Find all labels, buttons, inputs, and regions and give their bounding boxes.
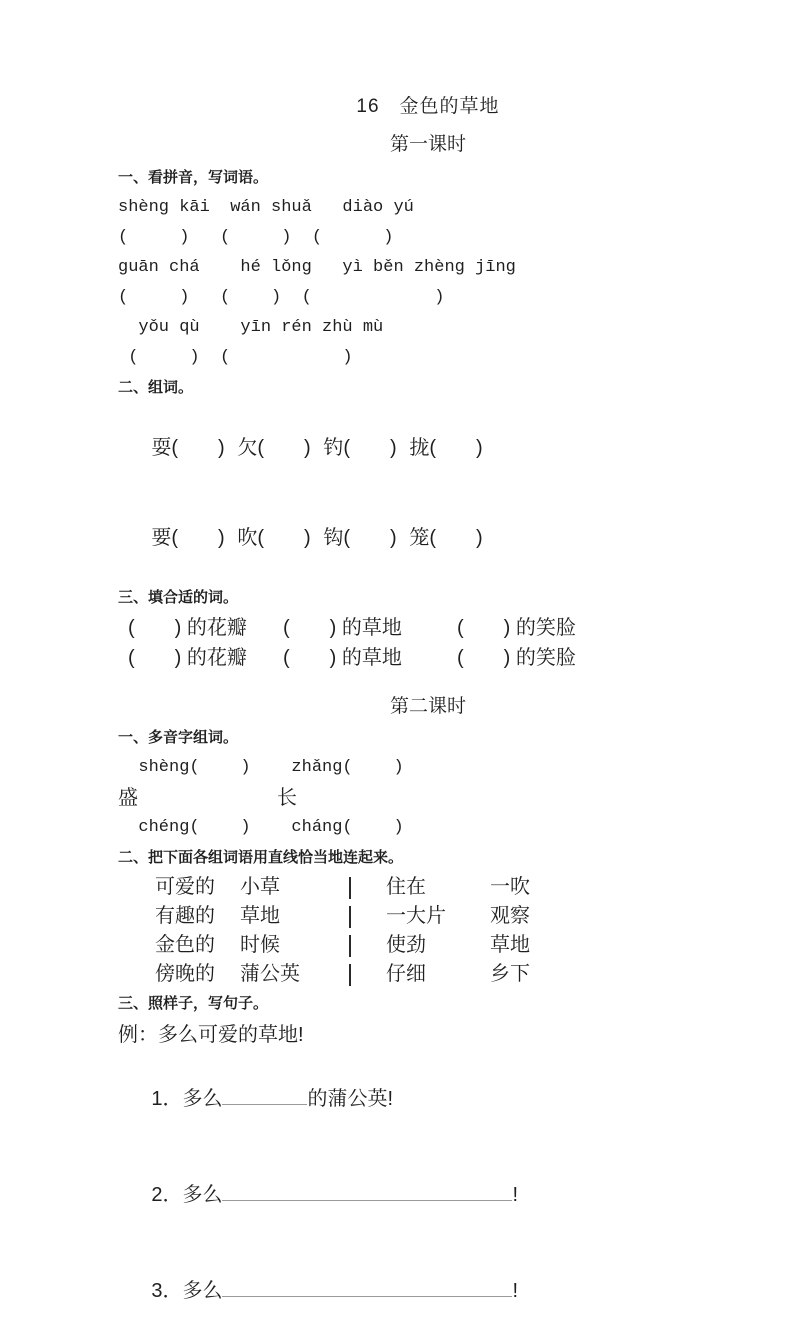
divider-line-icon: [349, 964, 351, 986]
pinyin-blank-row: ( ) ( ): [118, 348, 353, 367]
divider-line-icon: [349, 877, 351, 899]
sentence-suffix: 的蒲公英!: [307, 1088, 394, 1110]
answer-blank-line: [222, 1083, 307, 1105]
polyphone-char: 盛: [118, 787, 138, 809]
sentence-example: 例：多么可爱的草地!: [118, 1024, 304, 1046]
connect-word: 时候: [240, 934, 280, 956]
connect-word: 有趣的: [155, 905, 215, 927]
sentence-prefix: 3．多么: [151, 1280, 223, 1302]
word-blank: 钓( ): [323, 437, 397, 459]
polyphone-bottom-row: chéng( ) cháng( ): [118, 818, 404, 837]
polyphone-char: 长: [277, 787, 297, 809]
divider-line-icon: [349, 935, 351, 957]
word-blank: 耍( ): [151, 437, 225, 459]
fill-word-blank: ( ) 的花瓣: [128, 647, 247, 669]
connect-word: 蒲公英: [240, 963, 300, 985]
word-blank: 要( ): [151, 527, 225, 549]
connect-word: 观察: [490, 905, 530, 927]
word-blank: 欠( ): [237, 437, 311, 459]
answer-blank-line: [222, 1179, 512, 1201]
fill-word-blank: ( ) 的草地: [283, 617, 402, 639]
connect-row: [118, 873, 738, 902]
word-blank: 钩( ): [323, 527, 397, 549]
fill-word-blank: ( ) 的草地: [283, 647, 402, 669]
connector-divider: [349, 931, 386, 960]
word-blank: 吹( ): [237, 527, 311, 549]
sentence-suffix: !: [512, 1184, 519, 1206]
connect-word: 使劲: [386, 934, 426, 956]
sentence-item: [118, 1243, 738, 1339]
connect-row: [118, 960, 738, 989]
word-building-row: [118, 403, 738, 493]
pinyin-section-heading: 一、看拼音，写词语。: [118, 169, 269, 186]
fill-word-blank: ( ) 的笑脸: [457, 617, 576, 639]
connect-word: 乡下: [490, 963, 530, 985]
connect-word: 金色的: [155, 934, 215, 956]
fill-word-blank: ( ) 的笑脸: [457, 647, 576, 669]
connect-word: 傍晚的: [155, 963, 215, 985]
connect-word: 仔细: [386, 963, 426, 985]
connect-word: 一吹: [490, 876, 530, 898]
sentence-suffix: !: [512, 1280, 519, 1302]
connect-word: 住在: [386, 876, 426, 898]
word-blank: 拢( ): [409, 437, 483, 459]
lesson2-heading: 第二课时: [389, 696, 466, 717]
fill-word-section: [118, 583, 738, 673]
connector-divider: [349, 960, 386, 989]
connector-divider: [349, 902, 386, 931]
page-title: 16 金色的草地: [356, 96, 500, 117]
word-blank: 笼( ): [409, 527, 483, 549]
lesson1-heading: 第一课时: [389, 134, 466, 155]
connect-word: 可爱的: [155, 876, 215, 898]
polyphone-section: [118, 723, 738, 843]
connect-row: [118, 902, 738, 931]
pinyin-blank-row: ( ) ( ) ( ): [118, 288, 445, 307]
sentence-prefix: 1．多么: [151, 1088, 223, 1110]
connect-word: 草地: [240, 905, 280, 927]
word-building-row: [118, 493, 738, 583]
fill-word-row: [118, 613, 738, 643]
sentence-item: [118, 1051, 738, 1147]
polyphone-char-row: [118, 783, 738, 813]
connect-words-heading: 二、把下面各组词语用直线恰当地连起来。: [118, 849, 404, 866]
sentence-item: [118, 1147, 738, 1243]
sentence-prefix: 2．多么: [151, 1184, 223, 1206]
answer-blank-line: [222, 1275, 512, 1297]
divider-line-icon: [349, 906, 351, 928]
connect-row: [118, 931, 738, 960]
fill-word-blank: ( ) 的花瓣: [128, 617, 247, 639]
fill-word-row: [118, 643, 738, 673]
polyphone-top-row: shèng( ) zhǎng( ): [118, 758, 404, 777]
connect-words-section: [118, 843, 738, 989]
pinyin-row: shèng kāi wán shuǎ diào yú: [118, 198, 414, 217]
sentence-section: [118, 989, 738, 1339]
word-building-heading: 二、组词。: [118, 379, 194, 396]
word-building-section: [118, 373, 738, 583]
pinyin-row: guān chá hé lǒng yì běn zhèng jīng: [118, 258, 516, 277]
fill-word-heading: 三、填合适的词。: [118, 589, 239, 606]
connect-word: 草地: [490, 934, 530, 956]
pinyin-row: yǒu qù yīn rén zhù mù: [118, 318, 384, 337]
pinyin-section: [118, 163, 738, 373]
sentence-heading: 三、照样子，写句子。: [118, 995, 269, 1012]
pinyin-blank-row: ( ) ( ) ( ): [118, 228, 394, 247]
connect-word: 小草: [240, 876, 280, 898]
connector-divider: [349, 873, 386, 902]
connect-word: 一大片: [386, 905, 446, 927]
polyphone-heading: 一、多音字组词。: [118, 729, 239, 746]
